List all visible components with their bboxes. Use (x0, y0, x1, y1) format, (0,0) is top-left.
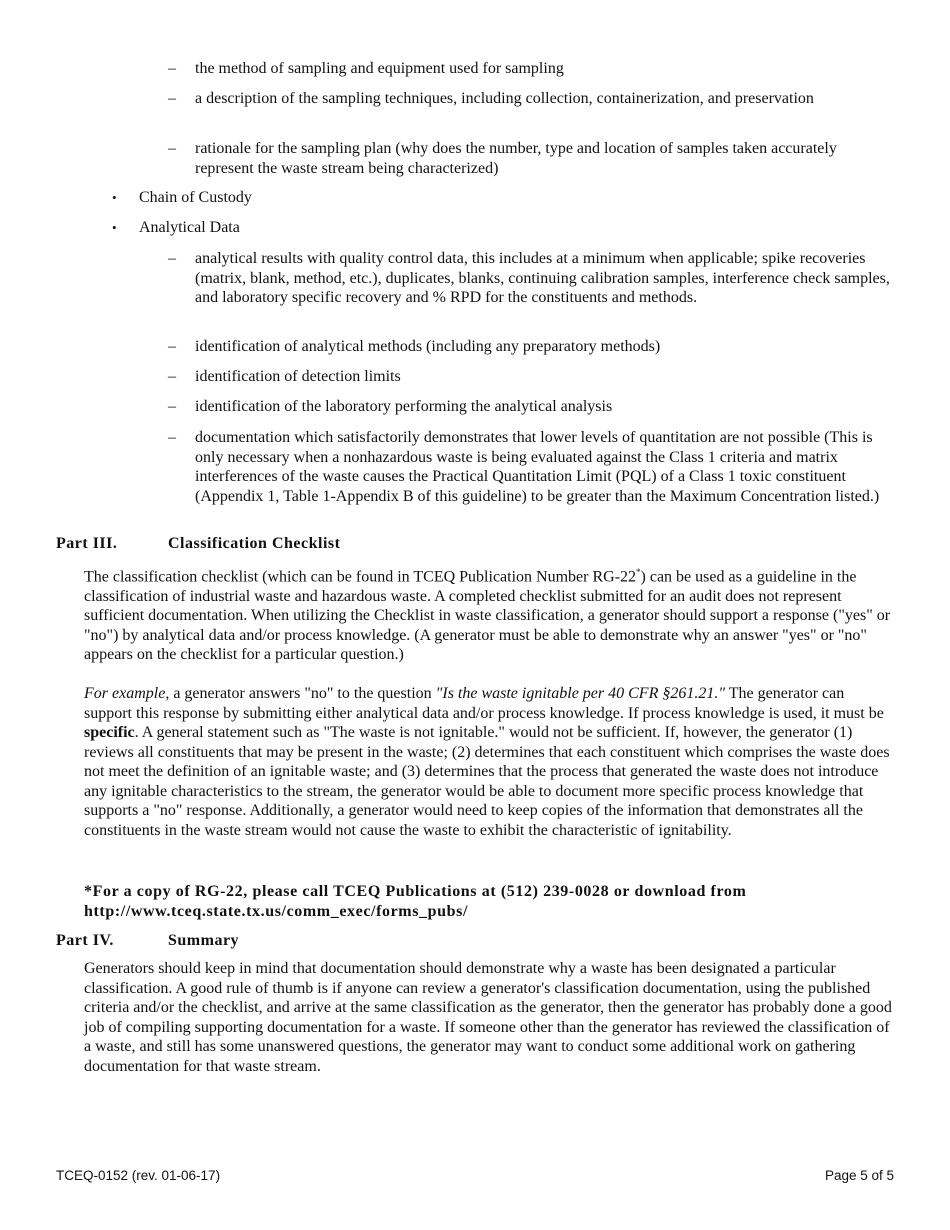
paragraph-classification-checklist: The classification checklist (which can be found in TCEQ Publication Number RG-22*) can be used as a guideline in the classification of industrial waste and hazardous waste. A completed checklist submitted for an audit does not represent sufficient documentation. When utilizing the Checklist in waste classification, a generator should support a response ("yes" or "no") by analytical data and/or process knowledge. (A generator must be able to demonstrate why an answer "yes" or "no" appears on the checklist for a particular question.) (84, 567, 891, 664)
paragraph-example: For example, a generator answers "no" to the question "Is the waste ignitable per 40 CFR §261.21." The generator can support this response by submitting either analytical data and/or process knowledge. If process knowledge is used, it must be specific. A general statement such as "The waste is not ignitable." would not be sufficient. If, however, the generator (1) reviews all constituents that may be present in the waste; (2) determines that each constituent which comprises the waste does not meet the definition of an ignitable waste; and (3) determines that the process that generated the waste does not introduce any ignitable characteristics to the stream, the generator would be able to document more specific process knowledge that supports a "no" response. Additionally, a generator would need to keep copies of the information that demonstrates all the constituents in the waste stream would not cause the waste to exhibit the characteristic of ignitability. (84, 685, 890, 839)
section-title: Summary (168, 932, 240, 949)
dash-marker: – (168, 250, 176, 267)
paragraph-summary: Generators should keep in mind that documentation should demonstrate why a waste has been designated a particular classification. A good rule of thumb is if anyone can review a generator's classification documentation, using the published criteria and/or the checklist, and arrive at the same classification as the generator, then the generator has probably done a good job of compiling supporting documentation for a waste. If someone other than the generator has reviewed the classification of a waste, and still has some unanswered questions, the generator may want to conduct some additional work on gathering documentation for that waste stream. (84, 960, 892, 1075)
footer-form-id: TCEQ-0152 (rev. 01-06-17) (56, 1168, 221, 1183)
bullet-item-analytical-data: • Analytical Data (112, 219, 240, 236)
sampling-item: – rationale for the sampling plan (why does the number, type and location of samples taken accurately represent the waste stream being characterized) (168, 140, 837, 177)
section-number: Part III. (56, 535, 118, 552)
analytical-item: – identification of detection limits (168, 368, 401, 385)
analytical-item: – analytical results with quality control data, this includes at a minimum when applicable; spike recoveries (matrix, blank, method, etc.), duplicates, blanks, continuing calibration samples, interference check samples, and laboratory specific recovery and % RPD for the constituents and methods. (168, 250, 890, 306)
section-number: Part IV. (56, 932, 114, 949)
dash-marker: – (168, 338, 176, 355)
footer-page-number: Page 5 of 5 (824, 1168, 894, 1183)
bullet-icon: • (112, 190, 117, 205)
analytical-item: – documentation which satisfactorily demonstrates that lower levels of quantitation are not possible (This is only necessary when a nonhazardous waste is being evaluated against the Class 1 criteria and matrix interferences of the waste causes the Practical Quantitation Limit (PQL) of a Class 1 toxic constituent (Appendix 1, Table 1-Appendix B of this guideline) to be greater than the Maximum Concentration listed.) (168, 429, 880, 505)
analytical-item: – identification of the laboratory performing the analytical analysis (168, 398, 613, 415)
dash-marker: – (168, 60, 176, 77)
dash-marker: – (168, 90, 176, 107)
dash-marker: – (168, 368, 176, 385)
dash-marker: – (168, 429, 176, 446)
section-heading-part-4 (56, 931, 239, 951)
dash-marker: – (168, 140, 176, 157)
publication-notice: *For a copy of RG-22, please call TCEQ Publications at (512) 239-0028 or download from http://www.tceq.state.tx.us/comm_exec/forms_pubs/ (84, 882, 896, 921)
publication-url[interactable]: http://www.tceq.state.tx.us/comm_exec/forms_pubs/ (84, 902, 469, 920)
dash-marker: – (168, 398, 176, 415)
section-title: Classification Checklist (168, 535, 341, 552)
sampling-item: – the method of sampling and equipment used for sampling (168, 60, 564, 77)
analytical-item: – identification of analytical methods (including any preparatory methods) (168, 338, 661, 355)
section-heading-part-3 (56, 534, 340, 554)
sampling-item: – a description of the sampling techniques, including collection, containerization, and preservation (168, 90, 814, 107)
bullet-icon: • (112, 220, 117, 235)
bullet-item-chain-of-custody: • Chain of Custody (112, 189, 252, 206)
